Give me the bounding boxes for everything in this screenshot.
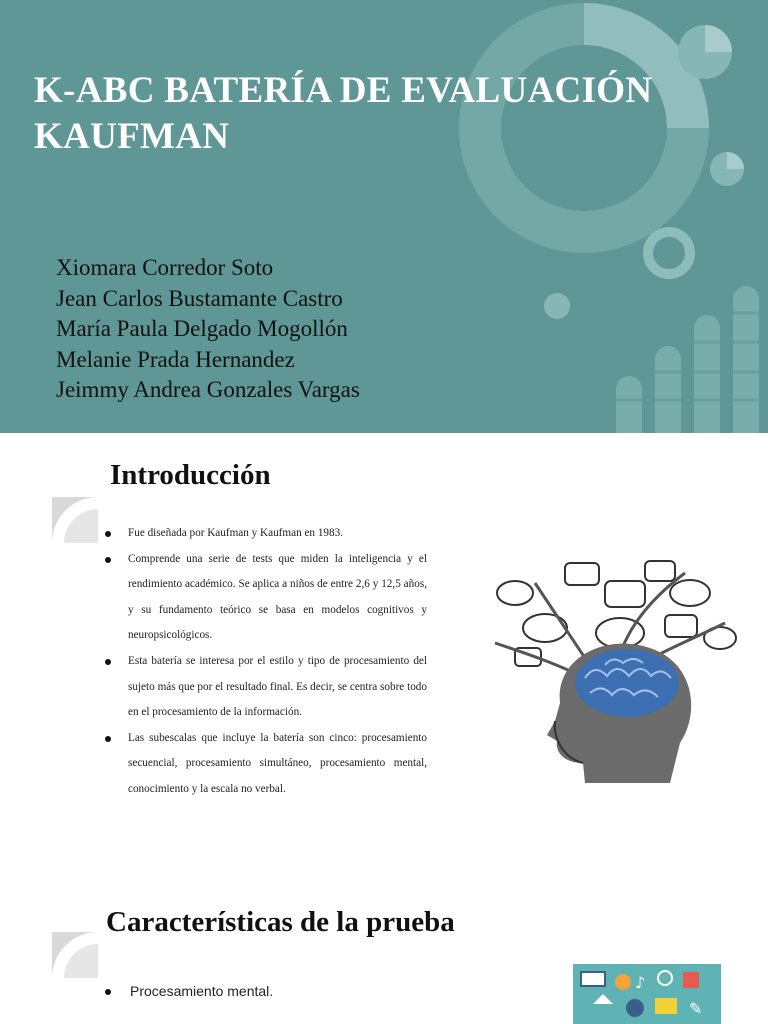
author-name: Jean Carlos Bustamante Castro: [56, 285, 343, 311]
intro-bullet-list: [105, 521, 427, 803]
title-slide: [0, 0, 768, 433]
author-name: Jeimmy Andrea Gonzales Vargas: [56, 377, 360, 402]
intro-heading: Introducción: [110, 459, 271, 491]
corner-arc-icon: [52, 932, 98, 978]
intro-bullet: Fue diseñada por Kaufman y Kaufman en 1983.: [105, 521, 427, 547]
features-heading: Características de la prueba: [106, 906, 455, 938]
learning-icons-illustration-icon: [573, 964, 721, 1024]
presentation-title: K-ABC BATERÍA DE EVALUACIÓN KAUFMAN: [34, 70, 653, 157]
author-name: Melanie Prada Hernandez: [56, 346, 295, 372]
author-name: Xiomara Corredor Soto: [56, 255, 274, 280]
svg-text:✎: ✎: [689, 999, 703, 1018]
intro-bullet: Esta batería se interesa por el estilo y tipo de procesamiento del sujeto más que por el resultado final. Es decir, se centra sobre todo en el procesamiento de la información.: [105, 649, 427, 726]
intro-bullet: Comprende una serie de tests que miden la inteligencia y el rendimiento académico. Se aplica a niños de entre 2,6 y 12,5 años, y su fundamento teórico se basa en modelos cognitivos y neuropsicológicos.: [105, 547, 427, 649]
svg-text:♪: ♪: [635, 973, 646, 992]
brain-head-illustration-icon: [455, 553, 755, 783]
corner-arc-icon: [52, 497, 98, 543]
features-bullet: Procesamiento mental.: [105, 983, 273, 999]
author-list: [56, 253, 360, 406]
author-name: María Paula Delgado Mogollón: [56, 316, 348, 341]
intro-bullet: Las subescalas que incluye la batería son cinco: procesamiento secuencial, procesamiento simultáneo, procesamiento mental, conocimiento y la escala no verbal.: [105, 726, 427, 803]
introduction-slide: [0, 433, 768, 890]
features-bullet-list: [105, 983, 273, 999]
features-slide: [0, 890, 768, 1024]
